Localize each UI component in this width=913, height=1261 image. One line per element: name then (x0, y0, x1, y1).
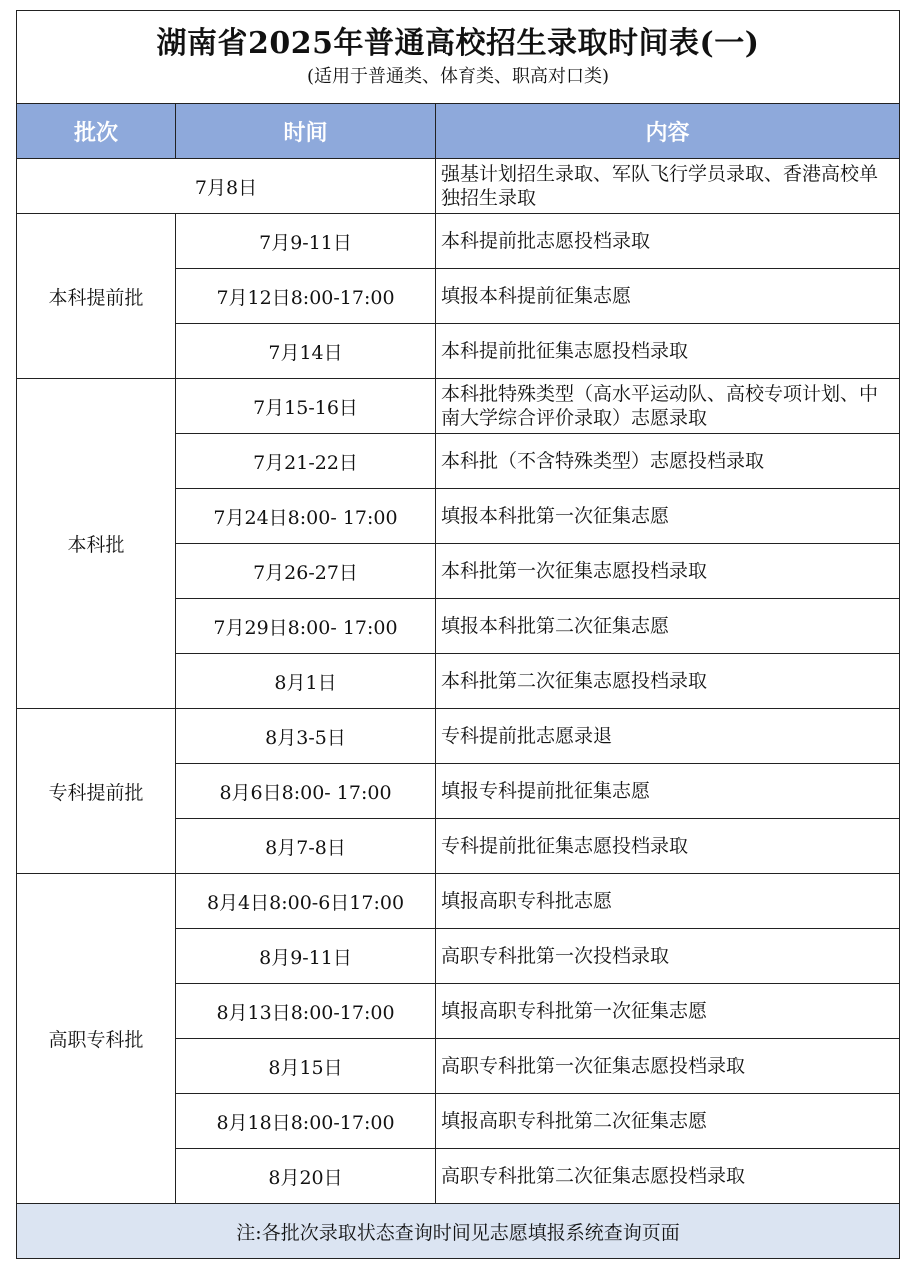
content-cell: 本科批第一次征集志愿投档录取 (436, 544, 900, 599)
page-subtitle: (适用于普通类、体育类、职高对口类) (306, 66, 610, 87)
table-row (17, 159, 900, 214)
time-cell: 7月29日8:00- 17:00 (176, 599, 436, 654)
table-body (17, 11, 900, 1204)
time-cell: 8月7-8日 (176, 819, 436, 874)
time-cell: 7月14日 (176, 324, 436, 379)
time-cell: 8月4日8:00-6日17:00 (176, 874, 436, 929)
time-cell: 8月13日8:00-17:00 (176, 984, 436, 1039)
column-header-content: 内容 (436, 104, 900, 159)
content-cell: 专科提前批征集志愿投档录取 (436, 819, 900, 874)
content-cell: 高职专科批第一次征集志愿投档录取 (436, 1039, 900, 1094)
content-cell: 填报本科提前征集志愿 (436, 269, 900, 324)
content-cell: 本科批特殊类型（高水平运动队、高校专项计划、中南大学综合评价录取）志愿录取 (436, 379, 900, 434)
time-cell: 7月21-22日 (176, 434, 436, 489)
content-cell: 高职专科批第二次征集志愿投档录取 (436, 1149, 900, 1204)
time-cell: 7月15-16日 (176, 379, 436, 434)
admission-schedule-table (16, 10, 900, 1259)
content-cell: 本科提前批志愿投档录取 (436, 214, 900, 269)
time-cell: 7月8日 (17, 159, 436, 214)
page-title: 湖南省2025年普通高校招生录取时间表(一) (156, 26, 760, 61)
content-cell: 专科提前批志愿录退 (436, 709, 900, 764)
time-cell: 8月1日 (176, 654, 436, 709)
title-cell (17, 11, 900, 104)
content-cell: 填报本科批第二次征集志愿 (436, 599, 900, 654)
content-cell: 本科批第二次征集志愿投档录取 (436, 654, 900, 709)
content-cell: 填报高职专科批第一次征集志愿 (436, 984, 900, 1039)
content-cell: 本科提前批征集志愿投档录取 (436, 324, 900, 379)
content-cell: 填报本科批第一次征集志愿 (436, 489, 900, 544)
content-cell: 填报高职专科批志愿 (436, 874, 900, 929)
batch-cell: 高职专科批 (17, 874, 176, 1204)
column-header-time: 时间 (176, 104, 436, 159)
time-cell: 8月3-5日 (176, 709, 436, 764)
time-cell: 8月6日8:00- 17:00 (176, 764, 436, 819)
footnote: 注:各批次录取状态查询时间见志愿填报系统查询页面 (17, 1204, 900, 1259)
content-cell: 本科批（不含特殊类型）志愿投档录取 (436, 434, 900, 489)
header-row (17, 104, 900, 159)
time-cell: 8月18日8:00-17:00 (176, 1094, 436, 1149)
time-cell: 7月24日8:00- 17:00 (176, 489, 436, 544)
content-cell: 填报高职专科批第二次征集志愿 (436, 1094, 900, 1149)
table-row (17, 874, 900, 929)
batch-cell: 本科提前批 (17, 214, 176, 379)
batch-cell: 专科提前批 (17, 709, 176, 874)
time-cell: 8月9-11日 (176, 929, 436, 984)
time-cell: 7月26-27日 (176, 544, 436, 599)
column-header-batch: 批次 (17, 104, 176, 159)
table-row (17, 214, 900, 269)
table-row (17, 379, 900, 434)
time-cell: 8月20日 (176, 1149, 436, 1204)
time-cell: 8月15日 (176, 1039, 436, 1094)
content-cell: 高职专科批第一次投档录取 (436, 929, 900, 984)
time-cell: 7月12日8:00-17:00 (176, 269, 436, 324)
time-cell: 7月9-11日 (176, 214, 436, 269)
table-row (17, 709, 900, 764)
batch-cell: 本科批 (17, 379, 176, 709)
content-cell: 强基计划招生录取、军队飞行学员录取、香港高校单独招生录取 (436, 159, 900, 214)
content-cell: 填报专科提前批征集志愿 (436, 764, 900, 819)
